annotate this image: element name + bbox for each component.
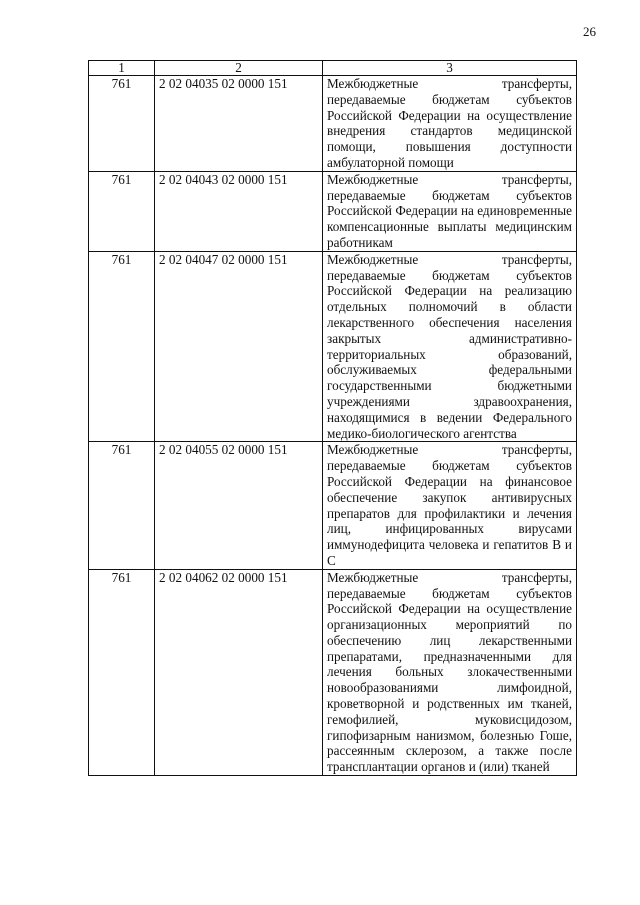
column-header-1: 1 [89, 61, 155, 76]
admin-code-cell: 761 [89, 442, 155, 569]
column-header-3: 3 [323, 61, 577, 76]
budget-codes-table [88, 60, 577, 776]
description-cell: Межбюджетные трансферты, передаваемые бюджетам субъектов Российской Федерации на реализацию отдельных полномочий в области лекарственного обеспечения населения закрытых административно-территориальных образований, обслуживаемых федеральными государственными бюджетными учреждениями здравоохранения, находящимися в ведении Федерального медико-биологического агентства [323, 251, 577, 442]
budget-code-cell: 2 02 04043 02 0000 151 [155, 171, 323, 251]
budget-code-cell: 2 02 04047 02 0000 151 [155, 251, 323, 442]
description-cell: Межбюджетные трансферты, передаваемые бюджетам субъектов Российской Федерации на финансовое обеспечение закупок антивирусных препаратов для профилактики и лечения лиц, инфицированных вирусами иммунодефицита человека и гепатитов В и С [323, 442, 577, 569]
table-header-row [89, 61, 577, 76]
description-cell: Межбюджетные трансферты, передаваемые бюджетам субъектов Российской Федерации на единовременные компенсационные выплаты медицинским работникам [323, 171, 577, 251]
budget-code-cell: 2 02 04035 02 0000 151 [155, 76, 323, 172]
admin-code-cell: 761 [89, 569, 155, 775]
table-row [89, 442, 577, 569]
admin-code-cell: 761 [89, 76, 155, 172]
page-number: 26 [583, 24, 596, 39]
column-header-2: 2 [155, 61, 323, 76]
table-row [89, 251, 577, 442]
description-cell: Межбюджетные трансферты, передаваемые бюджетам субъектов Российской Федерации на осуществление организационных мероприятий по обеспечению лиц лекарственными препаратами, предназначенными для лечения больных злокачественными новообразованиями лимфоидной, кроветворной и родственных им тканей, гемофилией, муковисцидозом, гипофизарным нанизмом, болезнью Гоше, рассеянным склерозом, а также после трансплантации органов и (или) тканей [323, 569, 577, 775]
admin-code-cell: 761 [89, 251, 155, 442]
budget-code-cell: 2 02 04062 02 0000 151 [155, 569, 323, 775]
table-row [89, 171, 577, 251]
table-row [89, 569, 577, 775]
description-cell: Межбюджетные трансферты, передаваемые бюджетам субъектов Российской Федерации на осуществление внедрения стандартов медицинской помощи, повышения доступности амбулаторной помощи [323, 76, 577, 172]
table-row [89, 76, 577, 172]
admin-code-cell: 761 [89, 171, 155, 251]
budget-code-cell: 2 02 04055 02 0000 151 [155, 442, 323, 569]
